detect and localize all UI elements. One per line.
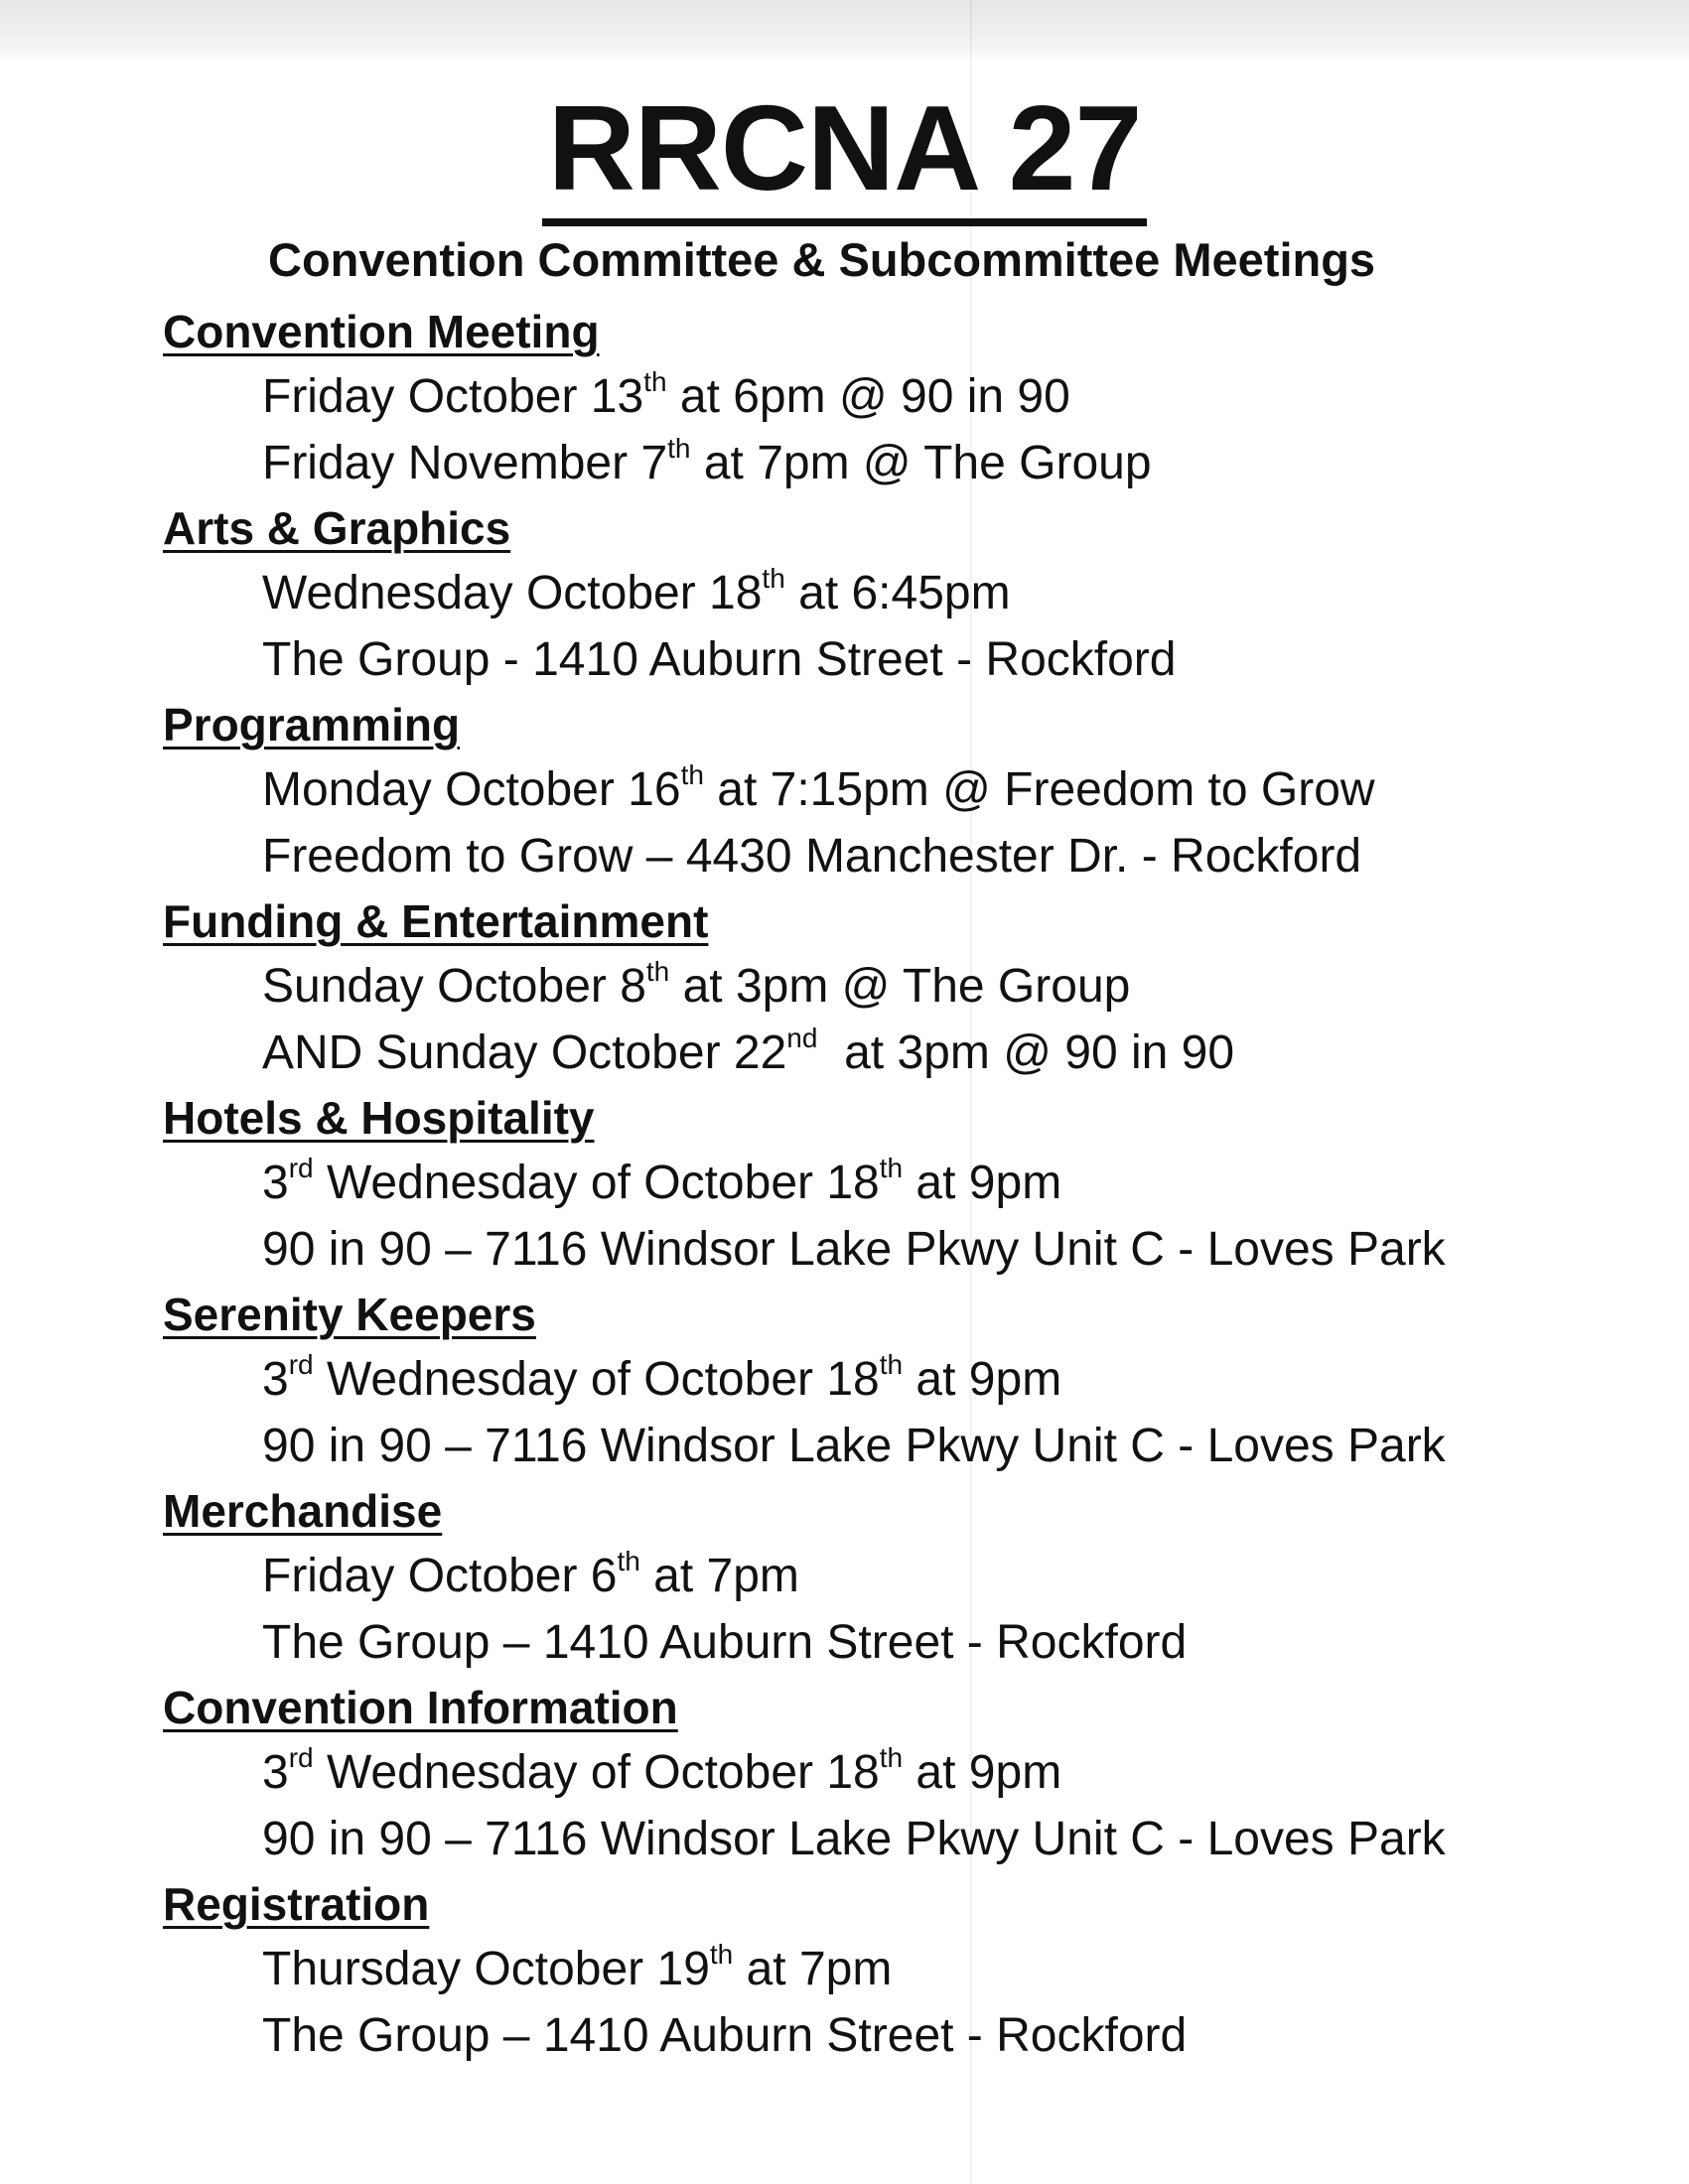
detail-text: 90 in 90 – 7116 Windsor Lake Pkwy Unit C - Loves Park [262, 1223, 1446, 1276]
ordinal-suffix: th [680, 759, 704, 790]
detail-text: at 3pm @ The Group [669, 960, 1131, 1013]
ordinal-suffix: th [645, 956, 670, 987]
ordinal-suffix: th [617, 1546, 640, 1576]
section-heading-text: Hotels & Hospitality [163, 1092, 595, 1144]
section-heading-text: Merchandise [163, 1485, 443, 1537]
meeting-detail-line [262, 1150, 1533, 1216]
detail-text: Wednesday of October 18 [313, 1157, 880, 1209]
ordinal-suffix: th [643, 366, 667, 397]
meeting-detail-line [262, 626, 1533, 693]
page-subtitle: Convention Committee & Subcommittee Meetings [268, 233, 1376, 286]
detail-text: AND Sunday October 22 [262, 1026, 787, 1079]
section-heading [163, 500, 1533, 560]
detail-text: Wednesday of October 18 [313, 1353, 880, 1406]
detail-text: at 7pm @ The Group [690, 437, 1152, 489]
section-heading [163, 304, 1533, 363]
ordinal-suffix: th [667, 433, 691, 464]
detail-text: at 9pm [903, 1353, 1062, 1406]
detail-text: 3 [262, 1746, 289, 1799]
meeting-detail-line [262, 1216, 1533, 1283]
meeting-detail-line [262, 756, 1533, 823]
meeting-detail-line [262, 823, 1533, 889]
detail-text: at 6pm @ 90 in 90 [666, 370, 1070, 423]
meeting-section [163, 1876, 1533, 2069]
meeting-section [163, 304, 1533, 496]
detail-text: Thursday October 19 [262, 1943, 710, 1995]
section-heading-text: Funding & Entertainment [163, 895, 709, 947]
section-heading [163, 893, 1533, 953]
section-heading-text: Registration [163, 1878, 430, 1930]
detail-text: The Group – 1410 Auburn Street - Rockford [262, 2009, 1188, 2062]
detail-text: 90 in 90 – 7116 Windsor Lake Pkwy Unit C - Loves Park [262, 1813, 1446, 1865]
section-heading [163, 1483, 1533, 1543]
meeting-detail-line [262, 953, 1533, 1020]
meeting-detail-line [262, 1543, 1533, 1609]
meeting-section [163, 1090, 1533, 1283]
meeting-detail-line [262, 1020, 1533, 1086]
detail-text: at 3pm @ 90 in 90 [817, 1026, 1235, 1079]
detail-text: at 6:45pm [784, 567, 1011, 619]
detail-text: Wednesday October 18 [262, 567, 763, 619]
detail-text: at 7:15pm @ Freedom to Grow [703, 763, 1375, 816]
ordinal-suffix: th [879, 1153, 904, 1183]
title-text: RRCNA 27 [542, 87, 1148, 226]
meeting-section [163, 500, 1533, 693]
detail-text: at 7pm [639, 1550, 799, 1602]
section-heading-text: Programming [163, 699, 461, 751]
detail-text: at 9pm [903, 1746, 1062, 1799]
detail-text: 3 [262, 1157, 289, 1209]
meeting-section [163, 1680, 1533, 1872]
ordinal-suffix: th [879, 1742, 904, 1773]
ordinal-suffix: th [762, 563, 785, 594]
meeting-sections [163, 304, 1533, 2069]
meeting-section [163, 1483, 1533, 1676]
detail-text: The Group – 1410 Auburn Street - Rockford [262, 1616, 1188, 1669]
detail-text: Wednesday of October 18 [313, 1746, 880, 1799]
meeting-section [163, 893, 1533, 1086]
detail-text: Sunday October 8 [262, 960, 646, 1013]
detail-text: Friday October 6 [262, 1550, 618, 1602]
ordinal-suffix: rd [288, 1742, 314, 1773]
section-heading-text: Serenity Keepers [163, 1289, 536, 1340]
detail-text: 90 in 90 – 7116 Windsor Lake Pkwy Unit C - Loves Park [262, 1420, 1446, 1472]
meeting-detail-line [262, 1609, 1533, 1676]
section-heading [163, 1287, 1533, 1346]
detail-text: The Group - 1410 Auburn Street - Rockford [262, 633, 1177, 686]
meeting-detail-line [262, 1936, 1533, 2002]
section-heading [163, 1090, 1533, 1150]
section-heading-text: Convention Information [163, 1682, 678, 1733]
section-heading [163, 1876, 1533, 1936]
ordinal-suffix: th [879, 1349, 904, 1380]
ordinal-suffix: rd [288, 1153, 314, 1183]
page-title [0, 80, 1689, 226]
detail-text: Monday October 16 [262, 763, 681, 816]
ordinal-suffix: th [709, 1939, 734, 1970]
meeting-section [163, 1287, 1533, 1479]
meeting-detail-line [262, 1806, 1533, 1872]
detail-text: Friday November 7 [262, 437, 668, 489]
detail-text: Freedom to Grow – 4430 Manchester Dr. - Rockford [262, 830, 1362, 883]
detail-text: at 7pm [733, 1943, 893, 1995]
meeting-detail-line [262, 430, 1533, 496]
ordinal-suffix: nd [786, 1023, 818, 1053]
meeting-detail-line [262, 2002, 1533, 2069]
meeting-detail-line [262, 1346, 1533, 1413]
detail-text: at 9pm [903, 1157, 1062, 1209]
meeting-detail-line [262, 560, 1533, 626]
meeting-detail-line [262, 1413, 1533, 1479]
section-heading-text: Arts & Graphics [163, 502, 511, 554]
section-heading-text: Convention Meeting [163, 306, 600, 357]
meeting-detail-line [262, 1739, 1533, 1806]
meeting-detail-line [262, 363, 1533, 430]
detail-text: Friday October 13 [262, 370, 644, 423]
detail-text: 3 [262, 1353, 289, 1406]
section-heading [163, 697, 1533, 756]
ordinal-suffix: rd [288, 1349, 314, 1380]
section-heading [163, 1680, 1533, 1739]
meeting-section [163, 697, 1533, 889]
